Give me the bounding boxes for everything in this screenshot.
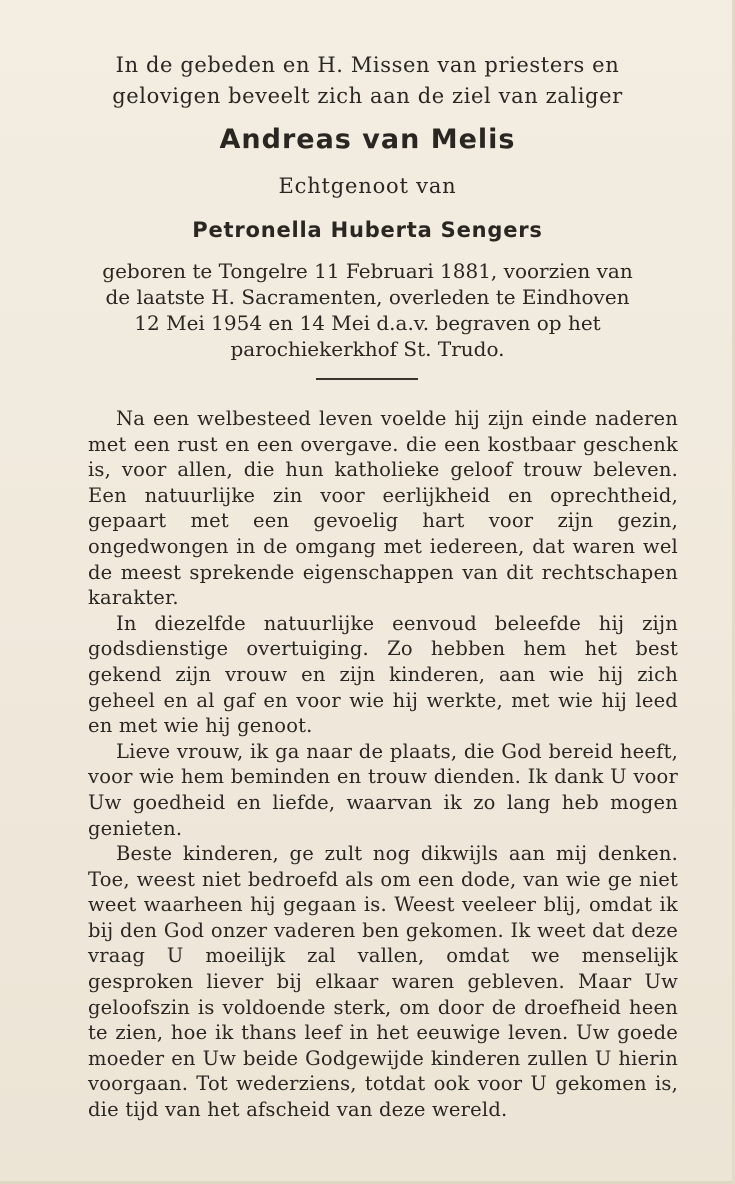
memorial-text [88, 406, 678, 1123]
intro-line-2: gelovigen beveelt zich aan de ziel van zaliger [112, 84, 623, 108]
details-line-3: 12 Mei 1954 en 14 Mei d.a.v. begraven op het [134, 311, 601, 335]
divider-line [316, 378, 418, 380]
paragraph-2: In diezelfde natuurlijke eenvoud beleefde hij zijn godsdienstige overtuiging. Zo hebben hem het best gekend zijn vrouw en zijn kinderen, aan wie hij zich geheel en al gaf en voor wie hij werkte, met wie hij leed en met wie hij genoot. [88, 611, 678, 738]
intro-text [60, 50, 675, 112]
paragraph-3: Lieve vrouw, ik ga naar de plaats, die God bereid heeft, voor wie hem beminden en trouw dienden. Ik dank U voor Uw goedheid en liefde, waarvan ik zo lang heb mogen genieten. [88, 739, 678, 840]
intro-line-1: In de gebeden en H. Missen van priesters en [115, 53, 620, 77]
deceased-name: Andreas van Melis [219, 124, 516, 155]
paragraph-4: Beste kinderen, ge zult nog dikwijls aan mij denken. Toe, weest niet bedroefd als om een dode, van wie ge niet weet waarheen hij gegaan is. Weest veeleer blij, omdat ik bij den God onzer vaderen ben gekomen. Ik weet dat deze vraag U moeilijk zal vallen, omdat we menselijk gesproken liever bij elkaar waren gebleven. Maar Uw geloofszin is voldoende sterk, om door de droefheid heen te zien, hoe ik thans leef in het eeuwige leven. Uw goede moeder en Uw beide Godgewijde kinderen zullen U hierin voorgaan. Tot wederziens, totdat ook voor U gekomen is, die tijd van het afscheid van deze wereld. [88, 842, 678, 1122]
details-line-4: parochiekerkhof St. Trudo. [230, 337, 505, 361]
paragraph-1: Na een welbesteed leven voelde hij zijn einde naderen met een rust en een overgave. die een kostbaar geschenk is, voor allen, die hun katholieke geloof trouw beleven. Een natuurlijke zin voor eerlijkheid en oprechtheid, gepaart met een gevoelig hart voor zijn gezin, ongedwongen in de omgang met iedereen, dat waren wel de meest sprekende eigenschappen van dit rechtschapen karakter. [88, 407, 678, 610]
details-line-2: de laatste H. Sacramenten, overleden te Eindhoven [105, 285, 630, 309]
relation-label: Echtgenoot van [278, 174, 457, 198]
spouse-name: Petronella Huberta Sengers [192, 218, 543, 242]
details-line-1: geboren te Tongelre 11 Februari 1881, voorzien van [102, 259, 633, 283]
birth-death-details [50, 258, 685, 362]
